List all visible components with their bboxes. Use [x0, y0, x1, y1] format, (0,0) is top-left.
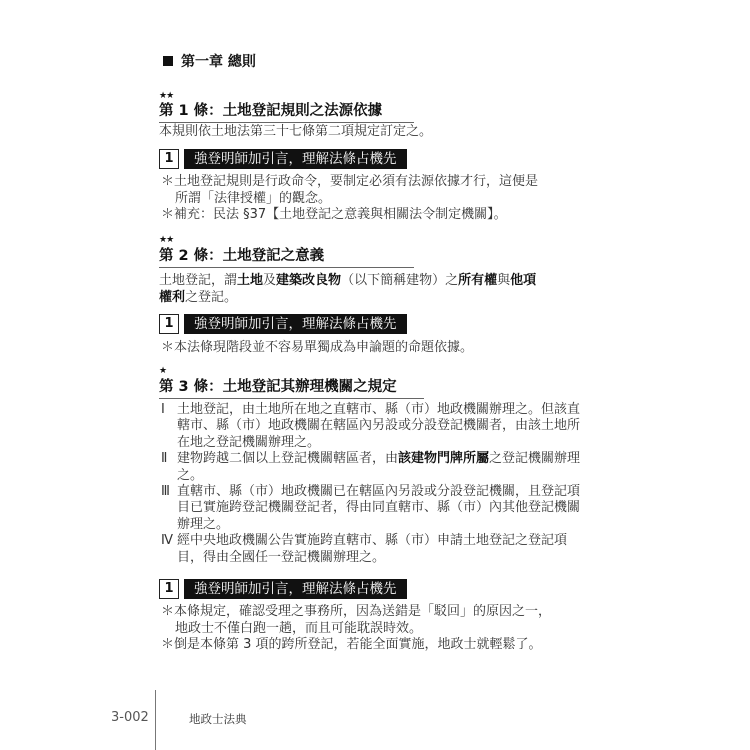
- clause-text: 直轄市、縣（市）地政機關已在轄區內另設或分設登記機關，且登記項目已實施跨登記機關登記者，得由同直轄市、縣（市）內其他登記機關辦理之。: [177, 484, 581, 532]
- importance-stars: ★★: [159, 91, 174, 101]
- article-2-body: [159, 273, 579, 306]
- article-2-notes: [161, 340, 581, 357]
- bold-term: 土地: [237, 273, 264, 288]
- tip-banner: [159, 149, 407, 169]
- tip-label: 強登明師加引言，理解法條占機先: [184, 314, 407, 334]
- bold-term: 他項: [510, 273, 537, 288]
- tip-number: 1: [159, 149, 179, 169]
- article-2-title: 第 2 條：土地登記之意義: [159, 244, 414, 268]
- tip-number: 1: [159, 314, 179, 334]
- clause-text: [177, 451, 581, 484]
- tip-label: 強登明師加引言，理解法條占機先: [184, 579, 407, 599]
- book-title: 地政士法典: [189, 712, 247, 726]
- article-3-clauses: [161, 402, 581, 566]
- note-line: 地政士不僅白跑一趟，而且可能耽誤時效。: [175, 620, 423, 636]
- tip-banner: [159, 579, 407, 599]
- tip-label: 強登明師加引言，理解法條占機先: [184, 149, 407, 169]
- note-line: ＊本條規定，確認受理之事務所，因為送錯是「駁回」的原因之一，: [161, 604, 552, 619]
- article-1-notes: [161, 174, 581, 224]
- clause-number: Ⅰ: [161, 402, 165, 417]
- bold-term: 權利: [159, 289, 186, 305]
- bold-term: 所有權: [458, 273, 498, 288]
- square-bullet-icon: [163, 56, 173, 66]
- tip-number: 1: [159, 579, 179, 599]
- importance-stars: ★: [159, 366, 167, 376]
- page-divider-line: [155, 690, 156, 750]
- clause-item: [161, 451, 581, 484]
- tip-banner: [159, 314, 407, 334]
- clause-number: Ⅳ: [161, 533, 173, 549]
- clause-number: Ⅲ: [161, 484, 170, 500]
- clause-item: [161, 484, 581, 533]
- clause-item: [161, 533, 581, 566]
- text-run: 之登記。: [185, 289, 238, 305]
- importance-stars: ★★: [159, 235, 174, 245]
- clause-text: 經中央地政機關公告實施跨直轄市、縣（市）申請土地登記之登記項目，得由全國任一登記機關辦理之。: [177, 533, 568, 565]
- bold-term: 該建物門牌所屬: [398, 451, 490, 467]
- article-3-notes: [161, 604, 581, 654]
- text-run: 建物跨越二個以上登記機關轄區者，由: [177, 451, 399, 467]
- article-1-body: 本規則依土地法第三十七條第二項規定訂定之。: [159, 124, 433, 139]
- chapter-heading: [163, 51, 256, 71]
- text-run: （以下簡稱建物）之: [341, 273, 459, 288]
- note-line: 所謂「法律授權」的觀念。: [175, 190, 332, 206]
- page-number: 3-002: [111, 710, 149, 725]
- clause-item: [161, 402, 581, 451]
- article-1-title: 第 1 條：土地登記規則之法源依據: [159, 99, 414, 123]
- text-run: 之登記機關辦理之。: [177, 451, 581, 483]
- note-line: ＊本法條現階段並不容易單獨成為申論題的命題依據。: [161, 340, 474, 355]
- text-run: 土地登記，謂: [159, 273, 238, 288]
- text-run: 與: [497, 273, 511, 288]
- clause-text: 土地登記，由土地所在地之直轄市、縣（市）地政機關辦理之。但該直轄市、縣（市）地政機關在轄區內另設或分設登記機關者，由該土地所在地之登記機關辦理之。: [177, 402, 581, 450]
- bold-term: 建築改良物: [276, 273, 342, 288]
- note-line: ＊土地登記規則是行政命令，要制定必須有法源依據才行，這便是: [161, 174, 539, 189]
- article-3-title: 第 3 條：土地登記其辦理機關之規定: [159, 375, 424, 399]
- chapter-title: 第一章 總則: [181, 54, 256, 70]
- text-run: 及: [263, 273, 277, 288]
- note-line: ＊倒是本條第 3 項的跨所登記，若能全面實施，地政士就輕鬆了。: [161, 637, 542, 652]
- note-line: ＊補充：民法 §37【土地登記之意義與相關法令制定機關】。: [161, 207, 507, 222]
- clause-number: Ⅱ: [161, 451, 168, 467]
